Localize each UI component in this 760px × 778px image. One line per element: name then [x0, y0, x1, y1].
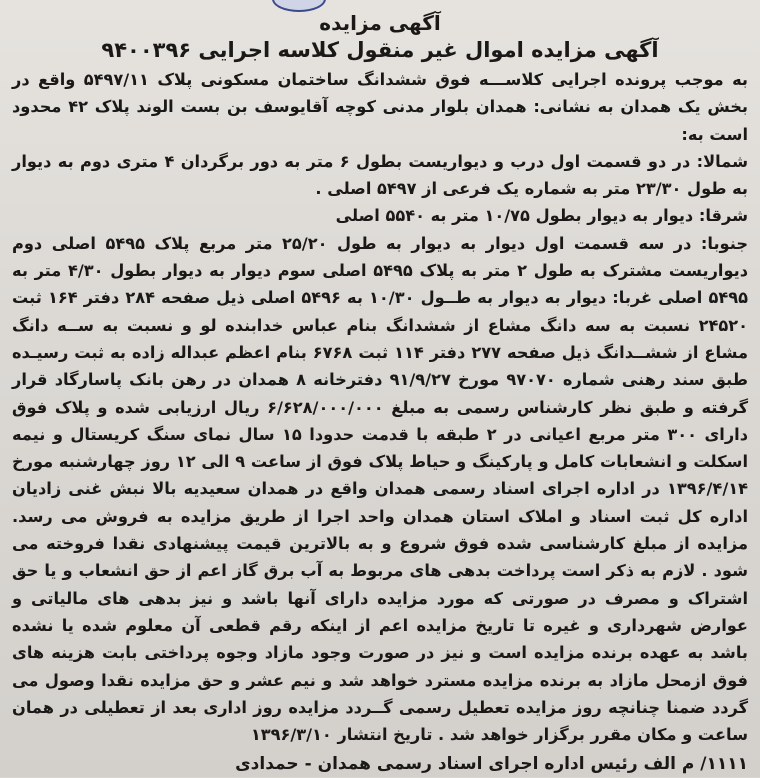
signature-line: ۱۱۱۱/ م الف رئیس اداره اجرای اسناد رسمی همدان - حمدادی: [235, 754, 748, 775]
notice-subtitle: آگهی مزایده اموال غیر منقول کلاسه اجرایی ۹۴۰۰۳۹۶: [101, 38, 659, 62]
paragraph-east: شرقا: دیوار به دیوار بطول ۱۰/۷۵ متر به ۵۵۴۰ اصلی: [335, 206, 748, 226]
paragraph-south-details: جنوبا: در سه قسمت اول دیوار به دیوار به طول ۲۵/۲۰ متر مربع پلاک ۵۴۹۵ اصلی دوم دیواریست مشترک به طول ۲ متر به پلاک ۵۴۹۵ اصلی سوم دیوار به دیوار بطول ۴/۳۰ متر به ۵۴۹۵ اصلی غربا: دیوار به دیوار به طــول ۱۰/۳۰ به ۵۴۹۶ اصلی ذیل صفحه ۲۸۴ دفتر ۱۶۴ ثبت ۲۴۵۲۰ نسبت به سه دانگ مشاع از ششدانگ بنام عباس خدابنده لو و نسبت به ســه دانگ مشاع از ششــدانگ ذیل صفحه ۲۷۷ دفتر ۱۱۴ ثبت ۶۷۶۸ بنام اعظم عبداله زاده به ثبت رسیـده طبق سند رهنی شماره ۹۷۰۷۰ مورخ ۹۱/۹/۲۷ دفترخانه ۸ همدان در رهن بانک پاسارگاد قرار گرفته و طبق نظر کارشناس رسمی به مبلغ ۶/۶۲۸/۰۰۰/۰۰۰ ریال ارزیابی شده و پلاک فوق دارای ۳۰۰ متر مربع اعیانی در ۲ طبقه با قدمت حدودا ۱۵ سال نمای سنگ کریستال و نیمه اسکلت و انشعابات کامل و پارکینگ و حیاط پلاک فوق از ساعت ۹ الی ۱۲ روز چهارشنبه مورخ ۱۳۹۶/۴/۱۴ در اداره اجرای اسناد رسمی همدان واقع در همدان سعیدیه بالا نبش غنی زادیان اداره کل ثبت اسناد و املاک استان همدان واحد اجرا از طریق مزایده به فروش می رسد. مزایده از مبلغ کارشناسی شده فوق شروع و به بالاترین قیمت پیشنهادی نقدا فروخته می شود . لازم به ذکر است پرداخت بدهی های مربوط به آب برق گاز اعم از حق انشعاب و یا حق اشتراک و مصرف در صورتی که مورد مزایده دارای آنها باشد و نیز بدهی های مالیاتی و عوارض شهرداری و غیره تا تاریخ مزایده اعم از اینکه رقم قطعی آن معلوم شده یا نشده باشد به عهده برنده مزایده است و نیز در صورت وجود مازاد وجوه پرداختی بابت هزینه های فوق ازمحل مازاد به برنده مزایده مسترد خواهد شد و نیم عشر و حق مزایده نقدا وصول می گردد ضمنا چنانچه روز مزایده تعطیل رسمی گــردد مزایده روز اداری بعد از تعطیلی در همان ساعت و مکان مقرر برگزار خواهد شد . تاریخ انتشار ۱۳۹۶/۳/۱۰: [12, 233, 749, 745]
paragraph-north: شمالا: در دو قسمت اول درب و دیواریست بطول ۶ متر به دور برگردان ۴ متری دوم به دیوار به طول ۲۳/۳۰ متر به شماره یک فرعی از ۵۴۹۷ اصلی .: [12, 151, 748, 199]
notice-title: آگهی مزایده: [319, 11, 441, 35]
notice-body: [12, 10, 748, 778]
paragraph-intro: به موجب پرونده اجرایی کلاســـه فوق ششدانگ ساختمان مسکونی پلاک ۵۴۹۷/۱۱ واقع در بخش یک همدان به نشانی: همدان بلوار مدنی کوچه آقایوسف بن بست الوند پلاک ۴۲ محدود است به:: [12, 70, 749, 144]
